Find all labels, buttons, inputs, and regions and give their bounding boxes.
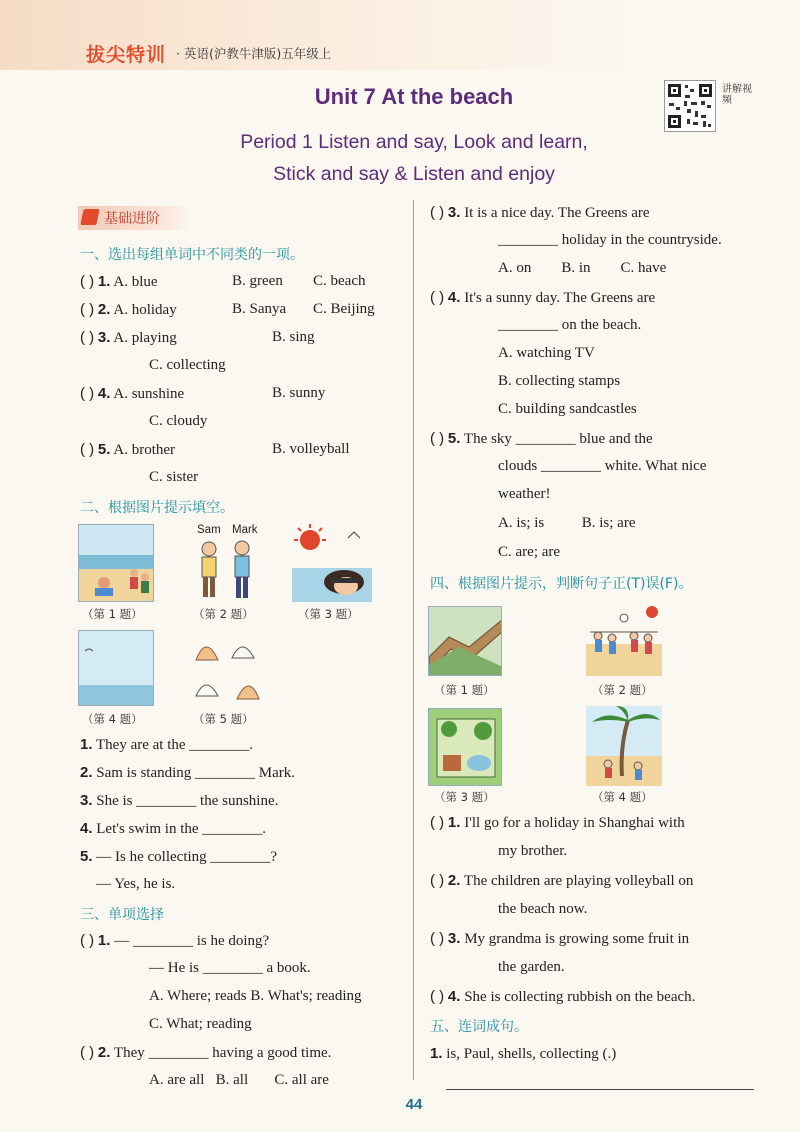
period-title-line2: Stick and say & Listen and enjoy: [273, 163, 555, 185]
s2-q3: [80, 792, 278, 810]
question-text: They: [113, 1045, 149, 1061]
answer-paren[interactable]: ( ): [430, 430, 445, 447]
s3-q5-line3: weather!: [498, 486, 551, 502]
s3-q5-line2: [498, 458, 706, 475]
question-text: on the beach.: [558, 317, 642, 333]
question-text: — Is he collecting: [96, 849, 211, 865]
s3-q4-line2: [498, 317, 641, 334]
answer-paren[interactable]: ( ): [80, 932, 95, 949]
blank[interactable]: ________: [210, 849, 271, 865]
s3-q2-options: A. are all B. all C. all are: [149, 1072, 329, 1088]
question-number: 2.: [97, 301, 111, 318]
s3-q3: [430, 204, 650, 222]
s3-q2: [80, 1044, 331, 1062]
caption-tf-q4: （第 4 题）: [592, 790, 653, 804]
sea-picture: [78, 630, 154, 706]
series-title: · 英语(沪教牛津版)五年级上: [176, 46, 332, 61]
s1-q1: [80, 273, 158, 291]
answer-paren[interactable]: ( ): [430, 930, 445, 947]
blank[interactable]: ________: [195, 765, 256, 781]
question-text: is he doing?: [192, 933, 270, 949]
answer-paren[interactable]: ( ): [80, 329, 95, 346]
option-a: A. brother: [113, 442, 176, 458]
section-3-title: 三、单项选择: [80, 907, 164, 923]
s4-q1: [430, 814, 685, 832]
question-text: Let's swim in the: [96, 821, 203, 837]
blank[interactable]: ________: [202, 960, 263, 976]
question-text: They are at the: [96, 737, 190, 753]
question-text: Sam is standing: [96, 765, 196, 781]
question-number: 2.: [447, 872, 461, 889]
answer-paren[interactable]: ( ): [430, 289, 445, 306]
question-text: I'll go for a holiday in Shanghai with: [464, 815, 685, 831]
s1-q4: [80, 385, 184, 403]
s4-q3: [430, 930, 689, 948]
s2-q5: [80, 848, 277, 866]
garden-picture: [428, 708, 502, 786]
question-text: clouds: [498, 458, 541, 474]
question-number: 1.: [430, 1045, 443, 1062]
qr-code-icon[interactable]: [664, 80, 716, 132]
shells-picture: [190, 634, 262, 704]
s2-q2: [80, 764, 295, 782]
question-number: 2.: [97, 1044, 111, 1061]
label-sam: Sam: [197, 524, 221, 536]
blank[interactable]: ________: [148, 1045, 209, 1061]
question-number: 3.: [447, 204, 461, 221]
s3-q5: [430, 430, 653, 448]
section-4-title: 四、根据图片提示，判断句子正(T)误(F)。: [430, 576, 693, 592]
s2-q4: [80, 820, 266, 838]
option-a: A. blue: [113, 274, 158, 290]
s1-q5: [80, 441, 175, 459]
s4-q4: [430, 988, 695, 1006]
question-text: holiday in the countryside.: [558, 232, 722, 248]
question-number: 4.: [447, 988, 461, 1005]
answer-paren[interactable]: ( ): [80, 441, 95, 458]
question-text: a book.: [262, 960, 311, 976]
unit-title: Unit 7 At the beach: [314, 84, 514, 109]
section-2-title: 二、根据图片提示填空。: [80, 500, 234, 516]
caption-q1: （第 1 题）: [82, 607, 143, 621]
question-number: 1.: [97, 273, 111, 290]
label-mark: Mark: [232, 524, 258, 536]
question-text: .: [249, 737, 254, 753]
qr-caption: 讲解视频: [722, 84, 752, 106]
period-title-line1: Period 1 Listen and say, Look and learn,: [240, 131, 588, 153]
s3-q4-option-a: A. watching TV: [498, 345, 595, 361]
section-1-title: 一、选出每组单词中不同类的一项。: [80, 247, 304, 263]
blank[interactable]: ________: [498, 317, 558, 333]
blank[interactable]: ________: [515, 431, 576, 447]
answer-paren[interactable]: ( ): [430, 872, 445, 889]
question-text: having a good time.: [208, 1045, 332, 1061]
question-text: —: [114, 933, 133, 949]
answer-paren[interactable]: ( ): [430, 814, 445, 831]
caption-q2: （第 2 题）: [193, 607, 254, 621]
s3-q4: [430, 289, 655, 307]
s2-q1: [80, 736, 253, 754]
answer-paren[interactable]: ( ): [80, 273, 95, 290]
question-number: 3.: [97, 329, 111, 346]
question-number: 1.: [447, 814, 461, 831]
question-number: 5.: [80, 848, 93, 865]
s1-q3-b: B. sing: [272, 329, 315, 345]
s1-q2: [80, 301, 177, 319]
option-a: A. sunshine: [113, 386, 185, 402]
s1-q1-c: C. beach: [313, 273, 366, 289]
s3-q1: [80, 932, 269, 950]
question-number: 3.: [447, 930, 461, 947]
answer-paren[interactable]: ( ): [80, 301, 95, 318]
question-text: The children are playing volleyball on: [463, 873, 694, 889]
s1-q4-b: B. sunny: [272, 385, 326, 401]
answer-paren[interactable]: ( ): [430, 204, 445, 221]
s3-q4-option-c: C. building sandcastles: [498, 401, 637, 417]
caption-q4: （第 4 题）: [82, 712, 143, 726]
s4-q2-line2: the beach now.: [498, 901, 588, 917]
question-text: Mark.: [255, 765, 296, 781]
column-divider: [413, 200, 414, 1080]
s3-q1-options: A. Where; reads B. What's; reading: [149, 988, 362, 1004]
great-wall-picture: [428, 606, 502, 676]
caption-tf-q2: （第 2 题）: [592, 683, 653, 697]
volleyball-picture: [586, 604, 662, 676]
question-number: 4.: [97, 385, 111, 402]
caption-tf-q1: （第 1 题）: [434, 683, 495, 697]
s5-q1: [430, 1045, 616, 1063]
option-a: A. holiday: [113, 302, 177, 318]
beach-picture: [78, 524, 154, 602]
s3-q1-option-c: C. What; reading: [149, 1016, 252, 1032]
question-number: 3.: [80, 792, 93, 809]
beach-palm-picture: [586, 706, 662, 786]
question-text: My grandma is growing some fruit in: [464, 931, 690, 947]
s3-q4-option-b: B. collecting stamps: [498, 373, 621, 389]
question-number: 1.: [97, 932, 111, 949]
question-text: is, Paul, shells, collecting (.): [446, 1046, 617, 1062]
caption-tf-q3: （第 3 题）: [434, 790, 495, 804]
section-5-title: 五、连词成句。: [430, 1019, 528, 1035]
question-text: She is: [96, 793, 137, 809]
answer-line[interactable]: [446, 1089, 754, 1090]
basic-level-label: [78, 206, 190, 230]
s3-q3-line2: [498, 232, 722, 249]
answer-paren[interactable]: ( ): [80, 385, 95, 402]
question-text: She is collecting rubbish on the beach.: [464, 989, 696, 1005]
question-number: 1.: [80, 736, 93, 753]
flame-icon: [80, 209, 99, 225]
question-text: — He is: [149, 960, 203, 976]
s3-q5-option-c: C. are; are: [498, 544, 561, 560]
s3-q5-options: A. is; is B. is; are: [498, 515, 636, 531]
blank[interactable]: ________: [202, 821, 263, 837]
blank[interactable]: ________: [189, 737, 250, 753]
s1-q3: [80, 329, 177, 347]
question-text: The sky: [463, 431, 516, 447]
s1-q3-c: C. collecting: [149, 357, 226, 373]
answer-paren[interactable]: ( ): [430, 988, 445, 1005]
question-number: 5.: [97, 441, 111, 458]
question-text: It's a sunny day. The Greens are: [464, 290, 656, 306]
s1-q5-c: C. sister: [149, 469, 199, 485]
answer-paren[interactable]: ( ): [80, 1044, 95, 1061]
sunbathing-picture: [292, 524, 372, 602]
s4-q1-line2: my brother.: [498, 843, 568, 859]
page-number: 44: [405, 1096, 423, 1113]
s2-q5-answer: — Yes, he is.: [96, 876, 176, 892]
two-boys-picture: [192, 540, 262, 602]
brand-logo: 拔尖特训: [86, 44, 167, 66]
question-text: the sunshine.: [196, 793, 279, 809]
s1-q2-c: C. Beijing: [313, 301, 375, 317]
s4-q3-line2: the garden.: [498, 959, 565, 975]
blank[interactable]: ________: [540, 458, 601, 474]
question-text: ?: [270, 849, 278, 865]
question-number: 2.: [80, 764, 93, 781]
question-text: blue and the: [575, 431, 653, 447]
question-number: 4.: [447, 289, 461, 306]
caption-q3: （第 3 题）: [298, 607, 359, 621]
s1-q1-b: B. green: [232, 273, 283, 289]
question-number: 5.: [447, 430, 461, 447]
s3-q3-options: A. on B. in C. have: [498, 260, 667, 276]
s1-q5-b: B. volleyball: [272, 441, 350, 457]
s1-q2-b: B. Sanya: [232, 301, 287, 317]
question-text: It is a nice day. The Greens are: [464, 205, 650, 221]
question-text: .: [262, 821, 267, 837]
question-text: white. What nice: [600, 458, 707, 474]
blank[interactable]: ________: [132, 933, 193, 949]
s1-q4-c: C. cloudy: [149, 413, 208, 429]
s3-q1-line2: [149, 960, 311, 977]
caption-q5: （第 5 题）: [193, 712, 254, 726]
s4-q2: [430, 872, 693, 890]
blank[interactable]: ________: [136, 793, 197, 809]
option-a: A. playing: [113, 330, 177, 346]
basic-label-text: 基础进阶: [104, 211, 160, 227]
question-number: 4.: [80, 820, 93, 837]
blank[interactable]: ________: [498, 232, 558, 248]
